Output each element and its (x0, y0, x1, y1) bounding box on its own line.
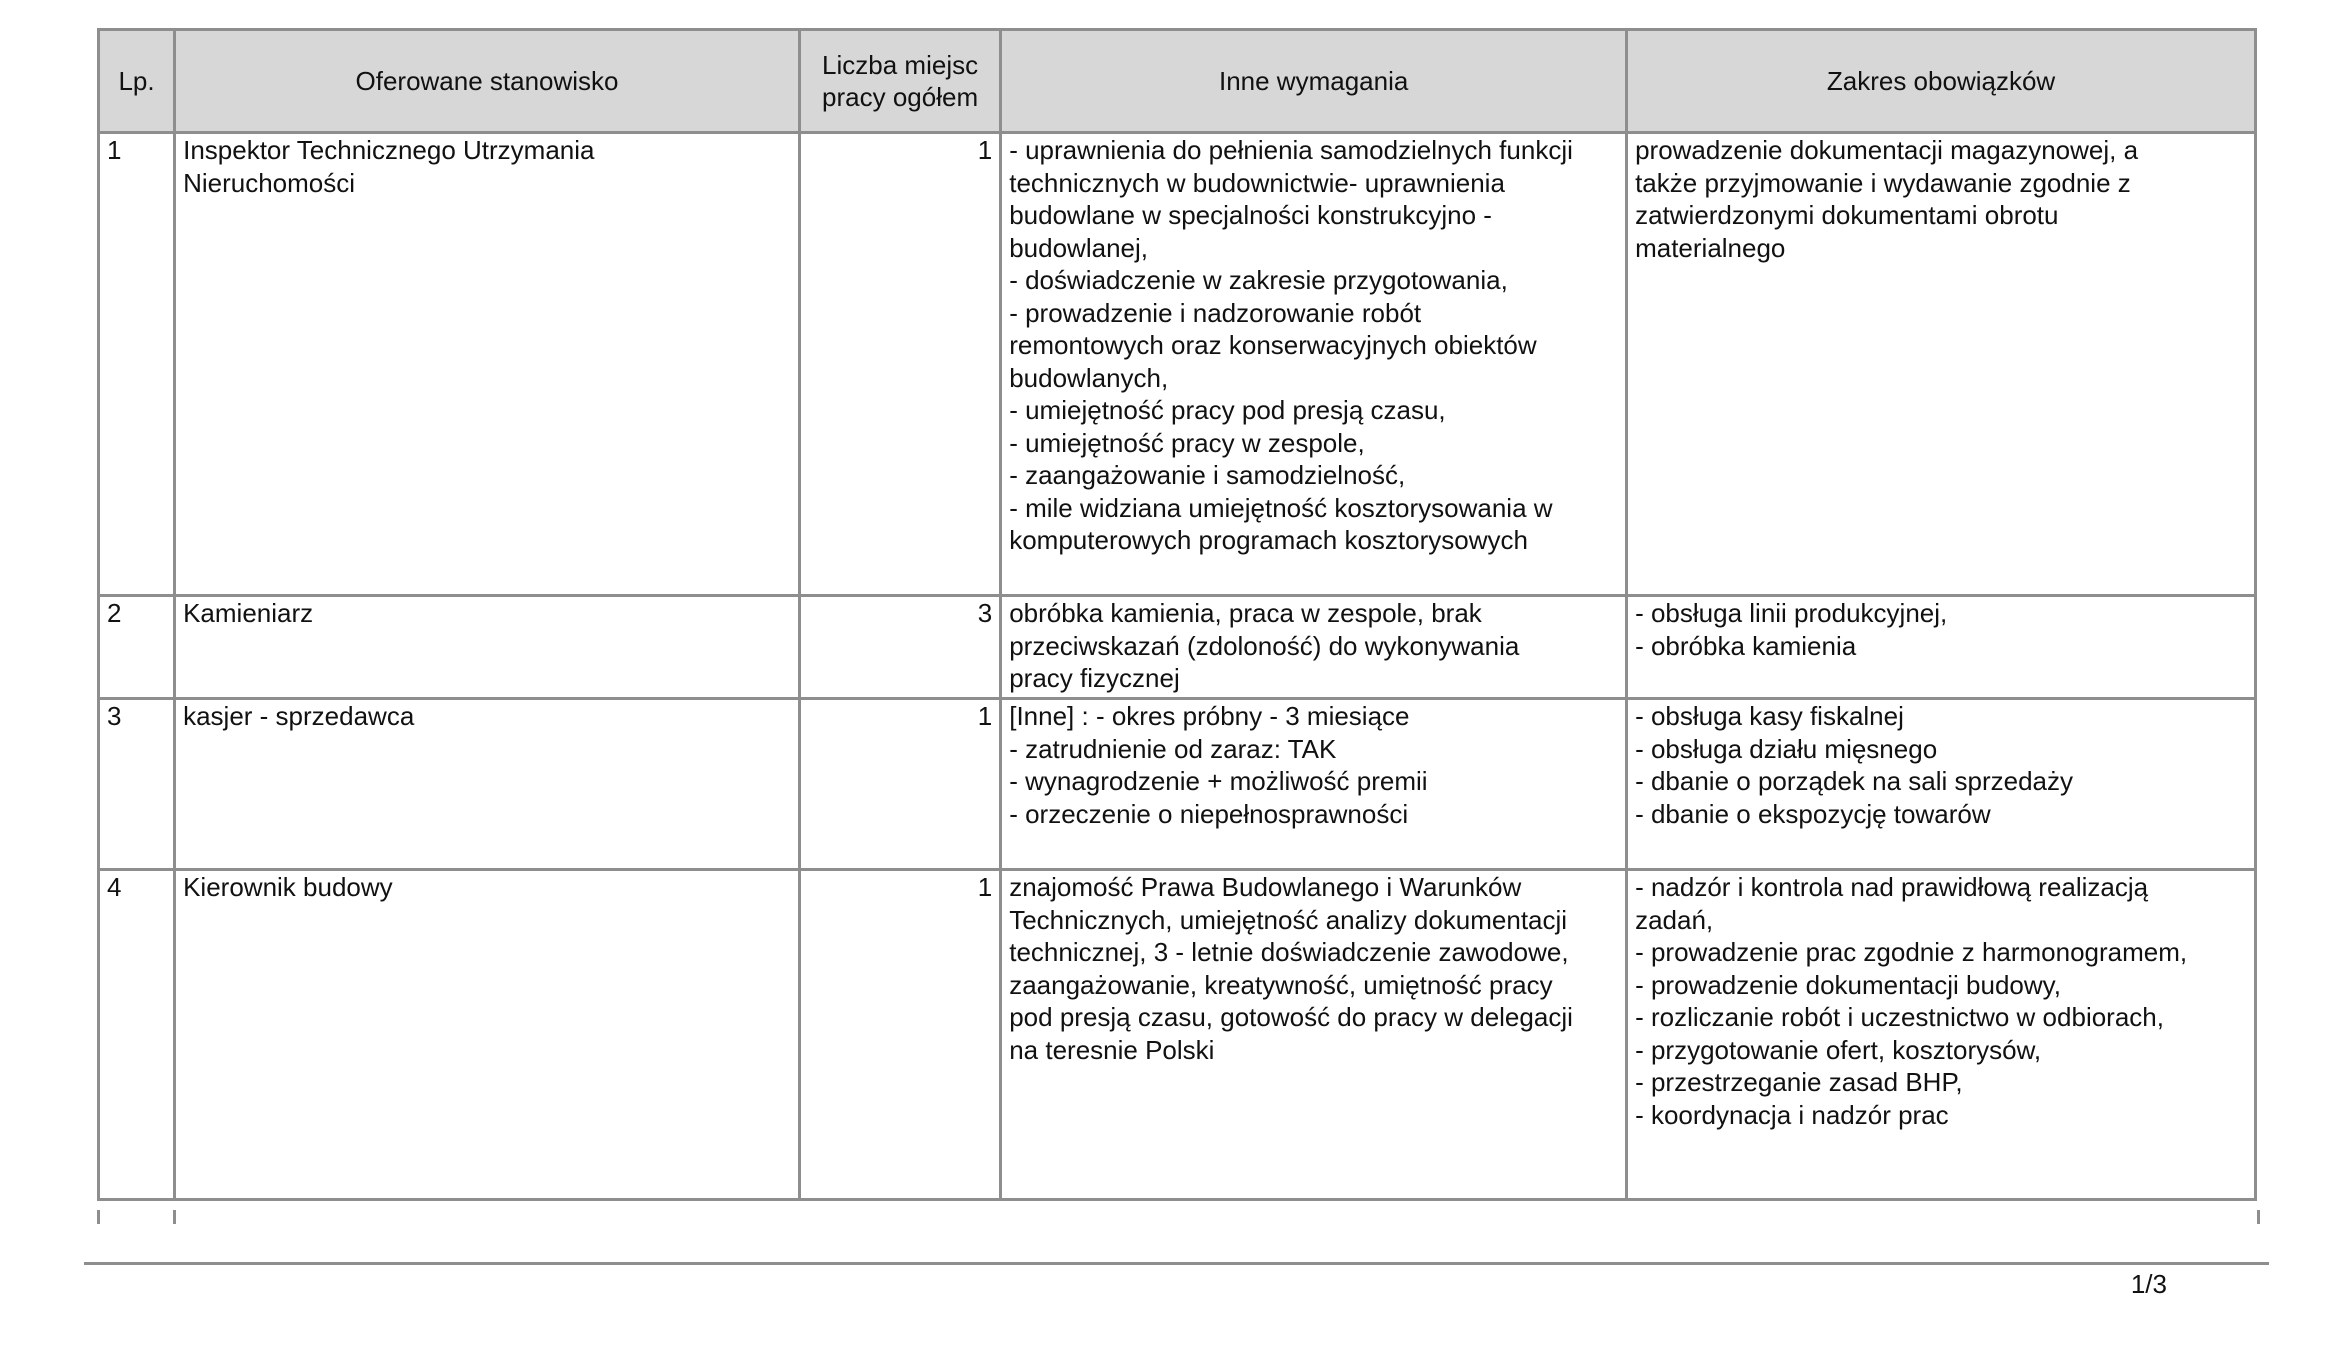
cell-count: 1 (799, 133, 1000, 596)
table-continuation (97, 1210, 2260, 1224)
job-offers-table (97, 28, 2257, 1201)
cell-count: 3 (799, 596, 1000, 699)
table-header-row (99, 30, 2256, 133)
cell-count: 1 (799, 699, 1000, 870)
cell-requirements: - uprawnienia do pełnienia samodzielnych funkcji technicznych w budownictwie- uprawnienia budowlane w specjalności konstrukcyjno - budowlanej, - doświadczenie w zakresie przygotowania, - prowadzenie i nadzorowanie robót remontowych oraz konserwacyjnych obiektów budowlanych, - umiejętność pracy pod presją czasu, - umiejętność pracy w zespole, - zaangażowanie i samodzielność, - mile widziana umiejętność kosztorysowania w komputerowych programach kosztorysowych (1001, 133, 1627, 596)
cell-duties: - obsługa linii produkcyjnej, - obróbka kamienia (1627, 596, 2256, 699)
cell-lp: 3 (99, 699, 175, 870)
table-continuation-divider (173, 1210, 176, 1224)
cell-duties: - obsługa kasy fiskalnej - obsługa działu mięsnego - dbanie o porządek na sali sprzedaży - dbanie o ekspozycję towarów (1627, 699, 2256, 870)
table-row (99, 596, 2256, 699)
cell-lp: 2 (99, 596, 175, 699)
table-row (99, 699, 2256, 870)
cell-position: kasjer - sprzedawca (175, 699, 800, 870)
header-requirements: Inne wymagania (1001, 30, 1627, 133)
cell-lp: 4 (99, 870, 175, 1200)
cell-position: Inspektor Technicznego Utrzymania Nieruchomości (175, 133, 800, 596)
cell-position: Kamieniarz (175, 596, 800, 699)
footer-divider (84, 1262, 2269, 1265)
cell-requirements: znajomość Prawa Budowlanego i Warunków Technicznych, umiejętność analizy dokumentacji technicznej, 3 - letnie doświadczenie zawodowe, zaangażowanie, kreatywność, umiętność pracy pod presją czasu, gotowość do pracy w delegacji na teresnie Polski (1001, 870, 1627, 1200)
cell-requirements: obróbka kamienia, praca w zespole, brak przeciwskazań (zdoloność) do wykonywania pracy fizycznej (1001, 596, 1627, 699)
header-lp: Lp. (99, 30, 175, 133)
table-row (99, 870, 2256, 1200)
cell-requirements: [Inne] : - okres próbny - 3 miesiące - zatrudnienie od zaraz: TAK - wynagrodzenie + możliwość premii - orzeczenie o niepełnosprawności (1001, 699, 1627, 870)
header-count: Liczba miejsc pracy ogółem (799, 30, 1000, 133)
header-position: Oferowane stanowisko (175, 30, 800, 133)
page-number: 1/3 (2130, 1269, 2167, 1299)
cell-duties: - nadzór i kontrola nad prawidłową realizacją zadań, - prowadzenie prac zgodnie z harmonogramem, - prowadzenie dokumentacji budowy, - rozliczanie robót i uczestnictwo w odbiorach, - przygotowanie ofert, kosztorysów, - przestrzeganie zasad BHP, - koordynacja i nadzór prac (1627, 870, 2256, 1200)
cell-count: 1 (799, 870, 1000, 1200)
cell-lp: 1 (99, 133, 175, 596)
cell-duties: prowadzenie dokumentacji magazynowej, a także przyjmowanie i wydawanie zgodnie z zatwierdzonymi dokumentami obrotu materialnego (1627, 133, 2256, 596)
cell-position: Kierownik budowy (175, 870, 800, 1200)
header-duties: Zakres obowiązków (1627, 30, 2256, 133)
table-row (99, 133, 2256, 596)
